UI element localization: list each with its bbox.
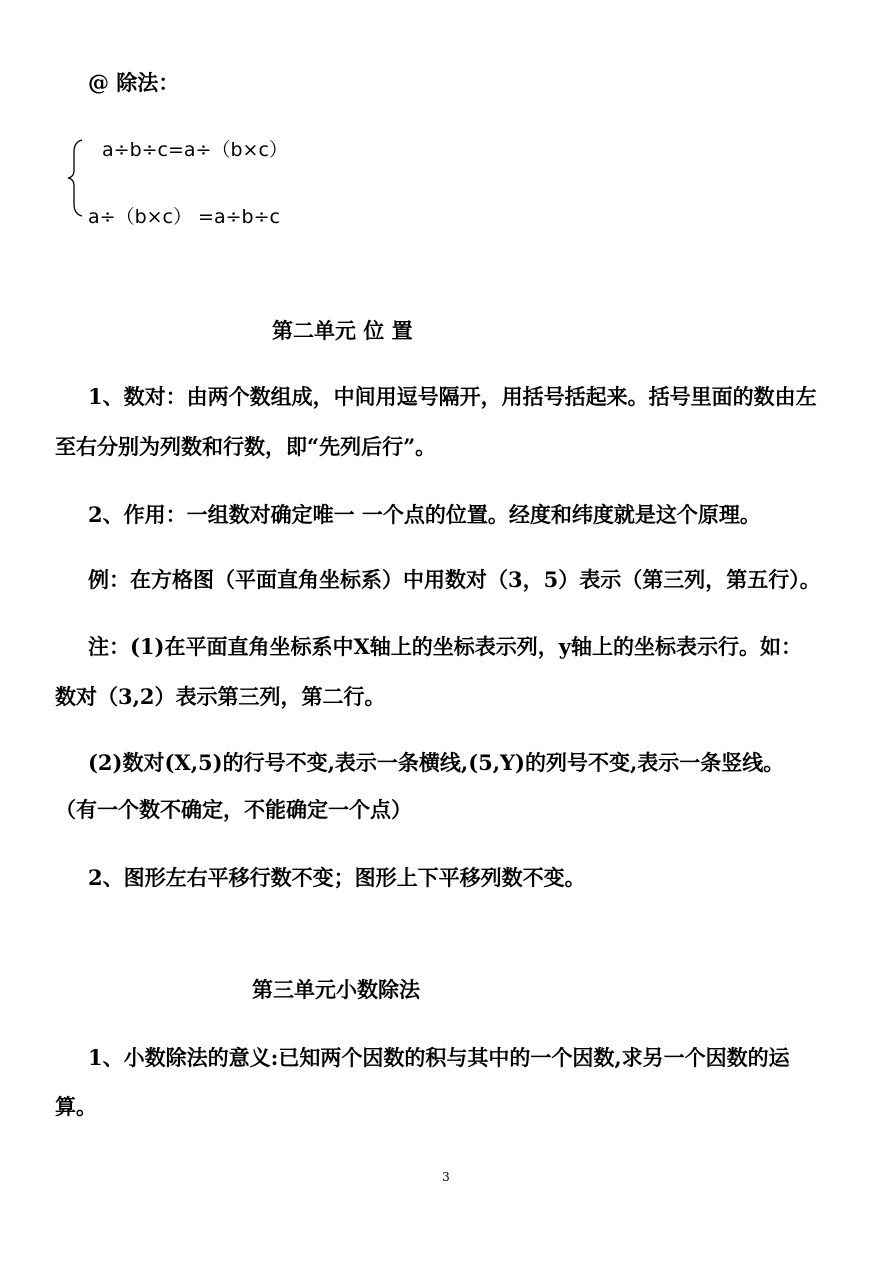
unit3-para1-line2: 算。 bbox=[55, 1094, 97, 1119]
unit2-para1-line1: 1、数对：由两个数组成，中间用逗号隔开，用括号括起来。括号里面的数由左 bbox=[88, 384, 817, 409]
division-label: @ 除法： bbox=[88, 70, 180, 95]
unit2-para3: 2、图形左右平移行数不变；图形上下平移列数不变。 bbox=[88, 865, 586, 890]
unit2-para2: 2、作用：一组数对确定唯一 一个点的位置。经度和纬度就是这个原理。 bbox=[88, 502, 761, 527]
unit2-note1-line1: 注：(1)在平面直角坐标系中X轴上的坐标表示列，y轴上的坐标表示行。如： bbox=[88, 634, 802, 659]
page-number: 3 bbox=[442, 1170, 450, 1184]
division-rule-2: a÷（b×c） =a÷b÷c bbox=[88, 206, 280, 228]
unit2-note1-line2: 数对（3,2）表示第三列，第二行。 bbox=[55, 684, 386, 709]
unit3-para1-line1: 1、小数除法的意义:已知两个因数的积与其中的一个因数,求另一个因数的运 bbox=[88, 1045, 790, 1070]
unit3-heading: 第三单元小数除法 bbox=[252, 977, 420, 1002]
unit2-para1-line2: 至右分别为列数和行数，即“先列后行”。 bbox=[55, 434, 437, 459]
division-rule-1: a÷b÷c=a÷（b×c） bbox=[102, 139, 288, 161]
unit2-note2-line2: （有一个数不确定，不能确定一个点） bbox=[55, 797, 412, 822]
unit2-heading: 第二单元 位 置 bbox=[272, 318, 413, 343]
unit2-example: 例：在方格图（平面直角坐标系）中用数对（3，5）表示（第三列，第五行）。 bbox=[88, 567, 821, 592]
unit2-note2-line1: (2)数对(X,5)的行号不变,表示一条横线,(5,Y)的列号不变,表示一条竖线。 bbox=[88, 750, 785, 775]
brace-icon bbox=[66, 138, 86, 218]
